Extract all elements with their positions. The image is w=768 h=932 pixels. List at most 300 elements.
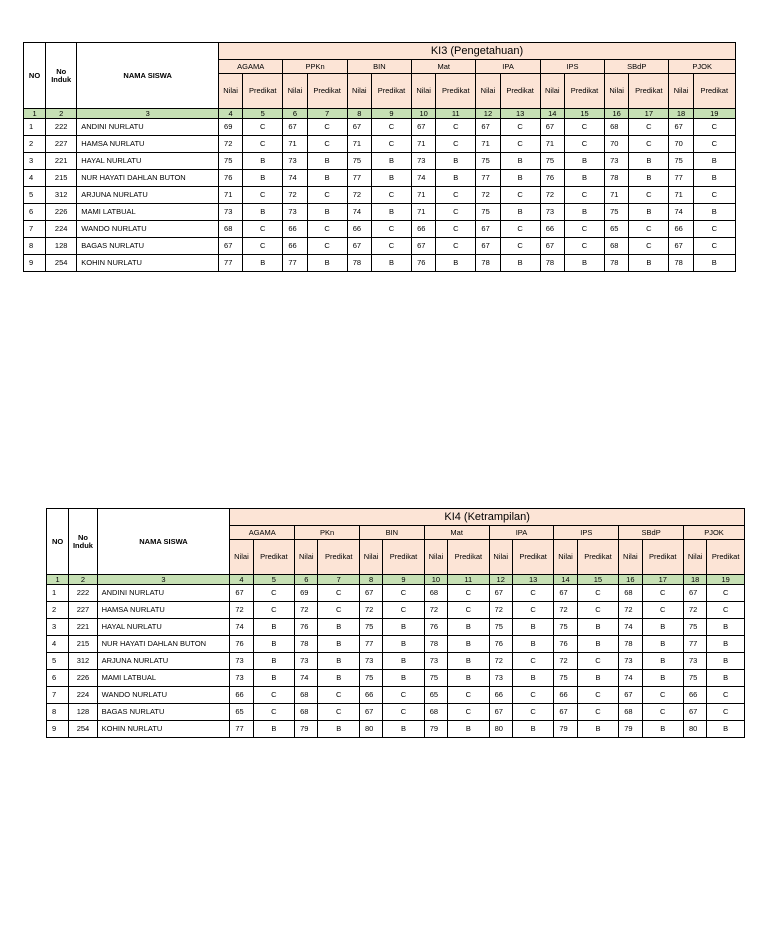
nilai-cell: 66 xyxy=(347,221,371,238)
predikat-cell: C xyxy=(500,187,540,204)
predikat-cell: B xyxy=(693,153,735,170)
nilai-header: Nilai xyxy=(412,74,436,109)
nilai-cell: 80 xyxy=(684,721,707,738)
student-name: WANDO NURLATU xyxy=(97,687,230,704)
predikat-cell: B xyxy=(500,170,540,187)
predikat-cell: C xyxy=(371,238,411,255)
predikat-cell: B xyxy=(642,721,684,738)
no-induk: 215 xyxy=(46,170,77,187)
column-index-cell: 3 xyxy=(77,109,219,119)
nilai-cell: 77 xyxy=(283,255,307,272)
student-name: MAMI LATBUAL xyxy=(97,670,230,687)
nilai-cell: 67 xyxy=(347,119,371,136)
predikat-cell: C xyxy=(371,136,411,153)
predikat-cell: B xyxy=(500,153,540,170)
nilai-cell: 74 xyxy=(669,204,693,221)
nilai-cell: 77 xyxy=(476,170,500,187)
predikat-cell: C xyxy=(318,602,360,619)
ki4-grades-table xyxy=(46,508,745,738)
predikat-cell: C xyxy=(707,704,745,721)
nilai-header: Nilai xyxy=(476,74,500,109)
predikat-cell: B xyxy=(383,636,425,653)
nilai-cell: 72 xyxy=(424,602,447,619)
subject-header: BIN xyxy=(347,60,411,74)
row-number: 9 xyxy=(47,721,69,738)
predikat-cell: C xyxy=(448,687,490,704)
table-row xyxy=(47,585,745,602)
predikat-cell: C xyxy=(436,238,476,255)
predikat-cell: B xyxy=(253,670,295,687)
student-name: KOHIN NURLATU xyxy=(97,721,230,738)
row-number: 6 xyxy=(47,670,69,687)
nilai-cell: 68 xyxy=(424,585,447,602)
no-induk: 226 xyxy=(69,670,97,687)
column-index-cell: 17 xyxy=(629,109,669,119)
nilai-cell: 75 xyxy=(476,153,500,170)
predikat-cell: C xyxy=(253,585,295,602)
no-induk: 227 xyxy=(69,602,97,619)
student-name: HAMSA NURLATU xyxy=(77,136,219,153)
column-index-cell: 15 xyxy=(577,575,619,585)
predikat-header: Predikat xyxy=(448,540,490,575)
nama-siswa-header: NAMA SISWA xyxy=(97,509,230,575)
nilai-cell: 67 xyxy=(476,238,500,255)
student-name: ANDINI NURLATU xyxy=(97,585,230,602)
nilai-cell: 67 xyxy=(554,704,577,721)
predikat-cell: C xyxy=(318,687,360,704)
predikat-cell: C xyxy=(243,119,283,136)
column-index-cell: 17 xyxy=(642,575,684,585)
no-header: NO xyxy=(47,509,69,575)
nilai-cell: 68 xyxy=(295,704,318,721)
predikat-cell: B xyxy=(577,619,619,636)
predikat-cell: C xyxy=(629,221,669,238)
column-index-cell: 12 xyxy=(476,109,500,119)
nilai-cell: 76 xyxy=(219,170,243,187)
no-induk-header: No Induk xyxy=(69,509,97,575)
no-induk: 128 xyxy=(46,238,77,255)
nilai-header: Nilai xyxy=(669,74,693,109)
subject-header: IPS xyxy=(540,60,604,74)
predikat-cell: C xyxy=(253,687,295,704)
nilai-cell: 73 xyxy=(230,653,253,670)
column-index-cell: 1 xyxy=(24,109,46,119)
nilai-cell: 76 xyxy=(230,636,253,653)
column-index-cell: 4 xyxy=(219,109,243,119)
nilai-cell: 78 xyxy=(347,255,371,272)
predikat-cell: B xyxy=(448,721,490,738)
predikat-cell: C xyxy=(693,238,735,255)
no-induk-header: No Induk xyxy=(46,43,77,109)
nilai-cell: 76 xyxy=(554,636,577,653)
column-index-cell: 8 xyxy=(347,109,371,119)
nilai-cell: 72 xyxy=(230,602,253,619)
column-index-cell: 1 xyxy=(47,575,69,585)
predikat-cell: B xyxy=(318,670,360,687)
nilai-cell: 72 xyxy=(476,187,500,204)
nilai-cell: 65 xyxy=(605,221,629,238)
column-index-cell: 10 xyxy=(412,109,436,119)
column-index-cell: 13 xyxy=(512,575,554,585)
nilai-cell: 74 xyxy=(347,204,371,221)
predikat-header: Predikat xyxy=(707,540,745,575)
no-header: NO xyxy=(24,43,46,109)
nilai-cell: 67 xyxy=(476,221,500,238)
predikat-cell: B xyxy=(577,670,619,687)
nilai-cell: 73 xyxy=(540,204,564,221)
nilai-cell: 72 xyxy=(619,602,642,619)
nilai-cell: 67 xyxy=(412,119,436,136)
nilai-cell: 74 xyxy=(619,670,642,687)
predikat-cell: C xyxy=(707,687,745,704)
subject-header: AGAMA xyxy=(219,60,283,74)
nilai-cell: 72 xyxy=(554,602,577,619)
nilai-cell: 66 xyxy=(230,687,253,704)
row-number: 8 xyxy=(47,704,69,721)
nilai-cell: 74 xyxy=(230,619,253,636)
nilai-cell: 78 xyxy=(605,255,629,272)
column-index-cell: 2 xyxy=(69,575,97,585)
nilai-cell: 75 xyxy=(219,153,243,170)
no-induk: 215 xyxy=(69,636,97,653)
student-name: HAYAL NURLATU xyxy=(97,619,230,636)
predikat-cell: C xyxy=(564,187,604,204)
table-row xyxy=(24,119,736,136)
predikat-cell: B xyxy=(500,204,540,221)
nilai-cell: 66 xyxy=(283,221,307,238)
predikat-cell: B xyxy=(448,653,490,670)
predikat-cell: B xyxy=(642,636,684,653)
nilai-cell: 75 xyxy=(359,670,382,687)
nilai-cell: 75 xyxy=(554,619,577,636)
nilai-cell: 67 xyxy=(489,585,512,602)
nilai-cell: 67 xyxy=(359,704,382,721)
predikat-cell: B xyxy=(707,619,745,636)
predikat-cell: C xyxy=(500,221,540,238)
predikat-cell: C xyxy=(629,136,669,153)
predikat-cell: B xyxy=(307,255,347,272)
table-row xyxy=(47,704,745,721)
nilai-cell: 67 xyxy=(489,704,512,721)
predikat-cell: B xyxy=(642,653,684,670)
column-index-cell: 7 xyxy=(307,109,347,119)
nilai-cell: 66 xyxy=(669,221,693,238)
nilai-cell: 68 xyxy=(619,704,642,721)
nilai-cell: 75 xyxy=(554,670,577,687)
row-number: 2 xyxy=(24,136,46,153)
student-name: NUR HAYATI DAHLAN BUTON xyxy=(97,636,230,653)
nilai-cell: 71 xyxy=(540,136,564,153)
predikat-cell: B xyxy=(318,653,360,670)
nilai-cell: 78 xyxy=(669,255,693,272)
student-name: MAMI LATBUAL xyxy=(77,204,219,221)
predikat-cell: B xyxy=(629,255,669,272)
nilai-cell: 77 xyxy=(359,636,382,653)
nilai-cell: 69 xyxy=(219,119,243,136)
subject-header: IPS xyxy=(554,526,619,540)
nilai-cell: 72 xyxy=(540,187,564,204)
predikat-cell: B xyxy=(512,619,554,636)
nilai-cell: 67 xyxy=(359,585,382,602)
predikat-header: Predikat xyxy=(318,540,360,575)
predikat-cell: B xyxy=(318,721,360,738)
column-index-cell: 12 xyxy=(489,575,512,585)
predikat-cell: B xyxy=(243,204,283,221)
predikat-cell: B xyxy=(253,721,295,738)
ki3-grades-table xyxy=(23,42,736,272)
nilai-cell: 78 xyxy=(476,255,500,272)
no-induk: 312 xyxy=(69,653,97,670)
nilai-cell: 67 xyxy=(554,585,577,602)
predikat-cell: C xyxy=(577,653,619,670)
nilai-cell: 72 xyxy=(219,136,243,153)
column-index-cell: 18 xyxy=(684,575,707,585)
nilai-cell: 67 xyxy=(684,585,707,602)
nilai-cell: 75 xyxy=(684,670,707,687)
predikat-cell: B xyxy=(243,170,283,187)
nilai-cell: 73 xyxy=(489,670,512,687)
column-index-cell: 16 xyxy=(605,109,629,119)
nilai-cell: 80 xyxy=(359,721,382,738)
nilai-cell: 73 xyxy=(684,653,707,670)
predikat-cell: B xyxy=(436,153,476,170)
predikat-cell: C xyxy=(253,602,295,619)
nilai-cell: 74 xyxy=(412,170,436,187)
subject-header: PPKn xyxy=(283,60,347,74)
nilai-header: Nilai xyxy=(540,74,564,109)
nilai-cell: 68 xyxy=(219,221,243,238)
row-number: 4 xyxy=(47,636,69,653)
row-number: 1 xyxy=(47,585,69,602)
row-number: 1 xyxy=(24,119,46,136)
nilai-cell: 68 xyxy=(619,585,642,602)
predikat-cell: B xyxy=(307,204,347,221)
row-number: 4 xyxy=(24,170,46,187)
table-title: KI3 (Pengetahuan) xyxy=(219,43,736,60)
predikat-cell: C xyxy=(371,221,411,238)
column-index-cell: 4 xyxy=(230,575,253,585)
column-index-cell: 3 xyxy=(97,575,230,585)
student-name: BAGAS NURLATU xyxy=(97,704,230,721)
predikat-cell: B xyxy=(253,653,295,670)
table-row xyxy=(47,687,745,704)
column-index-cell: 10 xyxy=(424,575,447,585)
nilai-cell: 79 xyxy=(554,721,577,738)
predikat-cell: C xyxy=(512,602,554,619)
predikat-cell: C xyxy=(243,221,283,238)
predikat-cell: B xyxy=(707,636,745,653)
predikat-cell: C xyxy=(564,119,604,136)
predikat-cell: B xyxy=(436,255,476,272)
predikat-cell: B xyxy=(577,636,619,653)
predikat-header: Predikat xyxy=(512,540,554,575)
predikat-cell: C xyxy=(307,136,347,153)
subject-header: IPA xyxy=(489,526,554,540)
column-index-cell: 13 xyxy=(500,109,540,119)
predikat-cell: C xyxy=(307,238,347,255)
predikat-cell: C xyxy=(243,187,283,204)
table-row xyxy=(24,170,736,187)
nilai-header: Nilai xyxy=(605,74,629,109)
nilai-cell: 71 xyxy=(347,136,371,153)
predikat-cell: C xyxy=(642,585,684,602)
no-induk: 224 xyxy=(69,687,97,704)
predikat-header: Predikat xyxy=(253,540,295,575)
predikat-cell: C xyxy=(371,119,411,136)
predikat-cell: B xyxy=(629,204,669,221)
column-index-cell: 19 xyxy=(707,575,745,585)
nilai-cell: 76 xyxy=(489,636,512,653)
column-index-cell: 6 xyxy=(295,575,318,585)
predikat-cell: B xyxy=(371,255,411,272)
subject-header: SBdP xyxy=(605,60,669,74)
predikat-cell: B xyxy=(512,636,554,653)
nilai-cell: 74 xyxy=(619,619,642,636)
nilai-cell: 68 xyxy=(424,704,447,721)
predikat-header: Predikat xyxy=(564,74,604,109)
predikat-cell: C xyxy=(642,687,684,704)
nilai-cell: 71 xyxy=(476,136,500,153)
predikat-cell: C xyxy=(512,653,554,670)
nilai-cell: 73 xyxy=(230,670,253,687)
row-number: 5 xyxy=(47,653,69,670)
no-induk: 128 xyxy=(69,704,97,721)
nilai-cell: 72 xyxy=(359,602,382,619)
nilai-cell: 67 xyxy=(619,687,642,704)
predikat-cell: C xyxy=(564,238,604,255)
predikat-cell: B xyxy=(642,619,684,636)
nilai-cell: 67 xyxy=(684,704,707,721)
nilai-cell: 67 xyxy=(669,119,693,136)
nama-siswa-header: NAMA SISWA xyxy=(77,43,219,109)
column-index-cell: 9 xyxy=(371,109,411,119)
predikat-cell: C xyxy=(318,585,360,602)
predikat-header: Predikat xyxy=(307,74,347,109)
table-row xyxy=(47,721,745,738)
nilai-cell: 73 xyxy=(359,653,382,670)
predikat-cell: C xyxy=(383,704,425,721)
no-induk: 227 xyxy=(46,136,77,153)
predikat-cell: C xyxy=(307,187,347,204)
subject-header: AGAMA xyxy=(230,526,295,540)
table-row xyxy=(24,204,736,221)
nilai-cell: 78 xyxy=(424,636,447,653)
predikat-cell: B xyxy=(577,721,619,738)
predikat-cell: C xyxy=(307,119,347,136)
nilai-cell: 71 xyxy=(412,136,436,153)
nilai-cell: 75 xyxy=(359,619,382,636)
nilai-cell: 70 xyxy=(669,136,693,153)
column-index-cell: 11 xyxy=(448,575,490,585)
row-number: 3 xyxy=(24,153,46,170)
nilai-cell: 71 xyxy=(605,187,629,204)
predikat-cell: C xyxy=(500,136,540,153)
nilai-cell: 66 xyxy=(359,687,382,704)
nilai-cell: 74 xyxy=(283,170,307,187)
nilai-header: Nilai xyxy=(619,540,642,575)
student-name: WANDO NURLATU xyxy=(77,221,219,238)
predikat-cell: B xyxy=(371,170,411,187)
nilai-cell: 78 xyxy=(605,170,629,187)
nilai-cell: 66 xyxy=(283,238,307,255)
predikat-cell: C xyxy=(436,187,476,204)
row-number: 7 xyxy=(24,221,46,238)
predikat-cell: C xyxy=(500,238,540,255)
predikat-header: Predikat xyxy=(371,74,411,109)
row-number: 8 xyxy=(24,238,46,255)
column-index-cell: 6 xyxy=(283,109,307,119)
subject-header: Mat xyxy=(424,526,489,540)
subject-header: PJOK xyxy=(669,60,736,74)
table-row xyxy=(47,653,745,670)
nilai-cell: 73 xyxy=(283,204,307,221)
predikat-cell: B xyxy=(707,721,745,738)
nilai-header: Nilai xyxy=(230,540,253,575)
nilai-header: Nilai xyxy=(359,540,382,575)
nilai-cell: 67 xyxy=(347,238,371,255)
nilai-cell: 67 xyxy=(412,238,436,255)
predikat-cell: C xyxy=(383,687,425,704)
nilai-cell: 73 xyxy=(219,204,243,221)
nilai-cell: 68 xyxy=(605,238,629,255)
no-induk: 226 xyxy=(46,204,77,221)
nilai-header: Nilai xyxy=(283,74,307,109)
nilai-cell: 74 xyxy=(295,670,318,687)
column-index-cell: 18 xyxy=(669,109,693,119)
predikat-cell: C xyxy=(253,704,295,721)
predikat-cell: C xyxy=(243,238,283,255)
predikat-cell: C xyxy=(448,585,490,602)
column-index-cell: 19 xyxy=(693,109,735,119)
column-index-cell: 2 xyxy=(46,109,77,119)
no-induk: 222 xyxy=(69,585,97,602)
student-name: HAMSA NURLATU xyxy=(97,602,230,619)
no-induk: 224 xyxy=(46,221,77,238)
student-name: BAGAS NURLATU xyxy=(77,238,219,255)
predikat-cell: B xyxy=(383,619,425,636)
subject-header: Mat xyxy=(412,60,476,74)
nilai-cell: 73 xyxy=(412,153,436,170)
no-induk: 221 xyxy=(69,619,97,636)
nilai-cell: 75 xyxy=(489,619,512,636)
predikat-cell: B xyxy=(512,670,554,687)
nilai-cell: 78 xyxy=(540,255,564,272)
predikat-cell: B xyxy=(383,653,425,670)
predikat-cell: B xyxy=(243,255,283,272)
column-index-cell: 8 xyxy=(359,575,382,585)
nilai-cell: 75 xyxy=(347,153,371,170)
row-number: 5 xyxy=(24,187,46,204)
predikat-cell: C xyxy=(629,119,669,136)
predikat-cell: C xyxy=(693,187,735,204)
nilai-cell: 70 xyxy=(605,136,629,153)
nilai-header: Nilai xyxy=(295,540,318,575)
predikat-cell: B xyxy=(253,619,295,636)
predikat-cell: C xyxy=(500,119,540,136)
predikat-cell: B xyxy=(448,619,490,636)
predikat-header: Predikat xyxy=(436,74,476,109)
predikat-cell: C xyxy=(577,602,619,619)
predikat-cell: B xyxy=(253,636,295,653)
student-name: NUR HAYATI DAHLAN BUTON xyxy=(77,170,219,187)
column-index-cell: 14 xyxy=(554,575,577,585)
nilai-cell: 78 xyxy=(295,636,318,653)
predikat-cell: B xyxy=(448,670,490,687)
table-row xyxy=(24,238,736,255)
nilai-header: Nilai xyxy=(554,540,577,575)
predikat-cell: B xyxy=(693,170,735,187)
predikat-cell: C xyxy=(436,204,476,221)
